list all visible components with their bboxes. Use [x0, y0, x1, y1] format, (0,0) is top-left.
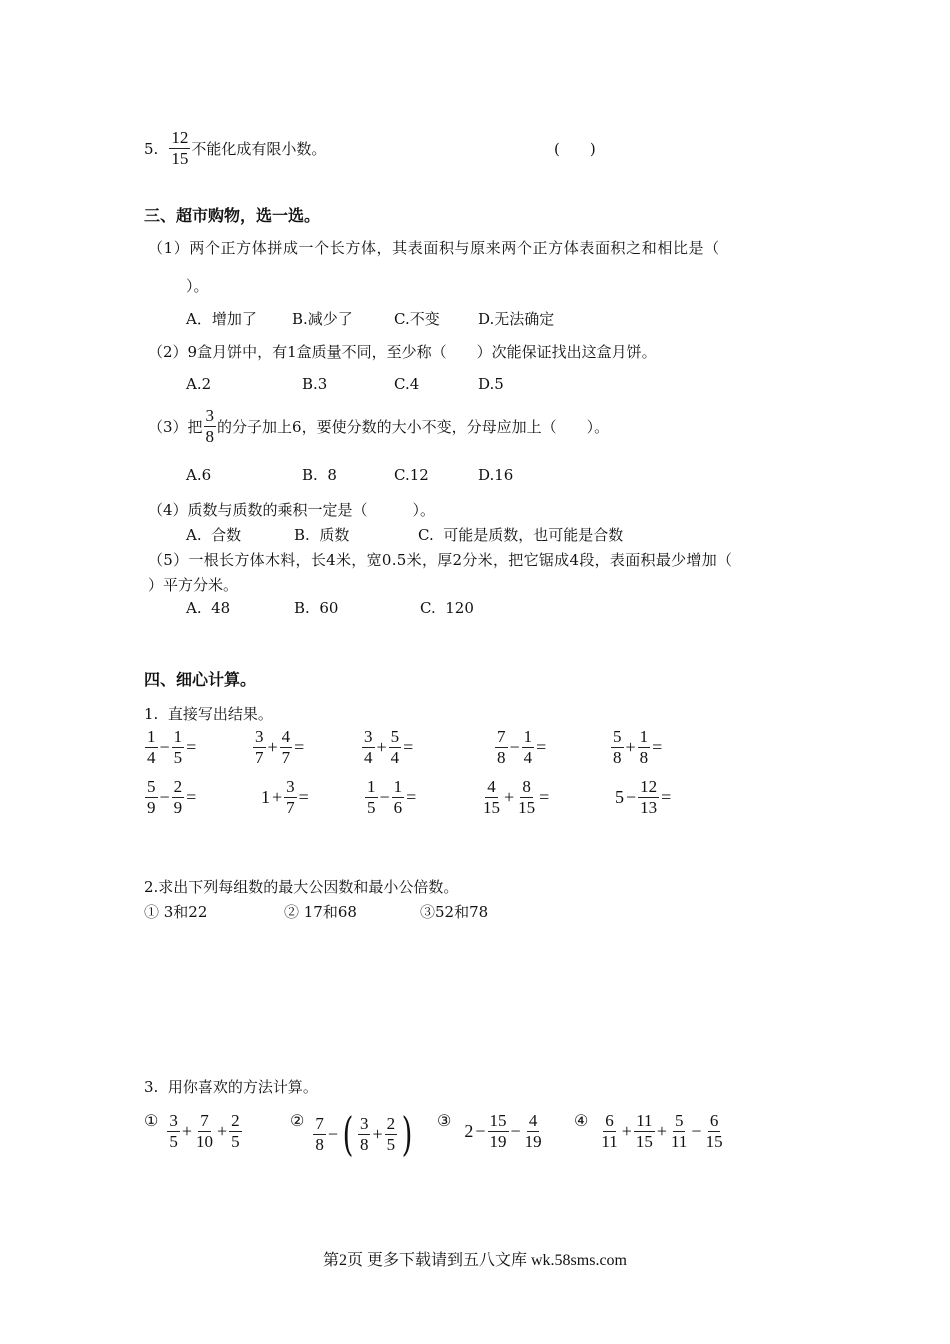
- q5-text: 不能化成有限小数。: [191, 140, 327, 158]
- denominator: 6: [393, 798, 403, 817]
- numerator: 1: [173, 727, 183, 746]
- operator: +: [625, 737, 636, 757]
- equals: =: [539, 787, 550, 807]
- equals: =: [403, 737, 414, 757]
- numerator: 4: [281, 727, 291, 746]
- fraction: [385, 1114, 398, 1155]
- denominator: 8: [315, 1134, 324, 1154]
- fraction: [638, 777, 659, 818]
- option-d[interactable]: D.16: [478, 466, 514, 484]
- fraction: [634, 1111, 655, 1152]
- fraction: [194, 1111, 215, 1152]
- denominator: 8: [497, 748, 506, 767]
- denominator: 8: [613, 748, 622, 767]
- denominator: 7: [281, 748, 291, 767]
- numerator: 1: [393, 777, 403, 796]
- operator: +: [621, 1121, 632, 1141]
- s3-q4-text: （4）质数与质数的乘积一定是（ ）。: [148, 501, 436, 519]
- operator: −: [626, 787, 637, 807]
- p2-items: [144, 901, 488, 922]
- p1-title: 1. 直接写出结果。: [144, 705, 273, 723]
- equals: =: [652, 737, 663, 757]
- s3-q5-options: [186, 599, 474, 617]
- fraction: [229, 1111, 242, 1152]
- denominator: 8: [205, 427, 215, 446]
- fraction: [313, 1114, 326, 1155]
- denominator: 9: [173, 798, 183, 817]
- denominator: 4: [523, 748, 533, 767]
- fraction: [495, 727, 508, 768]
- fraction: [599, 1111, 619, 1152]
- option-a[interactable]: A.6: [186, 466, 212, 484]
- fraction: [389, 727, 402, 768]
- numerator: 3: [286, 777, 295, 796]
- numerator: 1: [523, 727, 533, 746]
- calc-item: [260, 777, 310, 818]
- whole-number: 1: [261, 787, 270, 807]
- equals: =: [186, 737, 197, 757]
- fraction: [145, 777, 158, 818]
- s3-q3-line: [148, 406, 609, 447]
- fraction: [253, 727, 266, 768]
- operator: +: [181, 1121, 192, 1141]
- denominator: 7: [286, 798, 295, 817]
- circle-label: ④: [574, 1111, 589, 1130]
- numerator: 1: [147, 727, 156, 746]
- option-c[interactable]: C.4: [394, 375, 420, 393]
- p2-item: ② 17和68: [284, 903, 357, 921]
- circle-label: ①: [144, 1111, 159, 1130]
- denominator: 15: [483, 798, 500, 817]
- q5-number: 5.: [144, 139, 159, 158]
- denominator: 10: [196, 1132, 213, 1151]
- s3-q4-options: [186, 524, 623, 545]
- equals: =: [661, 787, 672, 807]
- fraction: [358, 1114, 371, 1155]
- p2-item: ③52和78: [420, 903, 489, 921]
- numerator: 1: [639, 727, 649, 746]
- s3-q1-line2: ）。: [186, 277, 209, 295]
- denominator: 8: [639, 748, 649, 767]
- option-b[interactable]: B. 质数: [294, 526, 350, 544]
- fraction: [669, 1111, 689, 1152]
- operator: +: [376, 737, 387, 757]
- section4-title: 四、细心计算。: [144, 670, 257, 689]
- option-d[interactable]: D.无法确定: [478, 310, 555, 328]
- s3-q2-options: [186, 375, 504, 393]
- left-paren: (: [342, 1107, 354, 1161]
- operator: −: [159, 737, 170, 757]
- numerator: 5: [147, 777, 156, 796]
- calc-item: [361, 727, 414, 768]
- option-c[interactable]: C.12: [394, 466, 429, 484]
- operator: −: [327, 1123, 338, 1144]
- numerator: 6: [605, 1111, 614, 1130]
- denominator: 4: [364, 748, 373, 767]
- equals: =: [536, 737, 547, 757]
- operator: +: [372, 1123, 383, 1144]
- calc-item: [252, 727, 305, 768]
- s3-q3-fraction: [204, 406, 217, 447]
- q5-answer-blank[interactable]: ( ): [554, 140, 596, 158]
- equals: =: [406, 787, 417, 807]
- option-c[interactable]: C. 120: [420, 599, 474, 617]
- denominator: 4: [147, 748, 156, 767]
- fraction: [284, 777, 297, 818]
- denominator: 9: [147, 798, 156, 817]
- calc-item: [364, 777, 417, 818]
- p3-expression-4: [574, 1111, 726, 1152]
- denominator: 5: [231, 1132, 240, 1151]
- numerator: 2: [386, 1113, 396, 1133]
- fraction: [172, 777, 185, 818]
- fraction: [172, 727, 185, 768]
- denominator: 5: [386, 1134, 396, 1154]
- option-a[interactable]: A. 48: [186, 599, 231, 617]
- equals: =: [294, 737, 305, 757]
- q5-fraction: [169, 128, 190, 169]
- numerator: 8: [522, 777, 531, 796]
- fraction: [280, 727, 293, 768]
- numerator: 15: [489, 1111, 507, 1130]
- operator: −: [510, 1121, 521, 1141]
- s3-q1-options: [186, 308, 554, 329]
- calc-item: [480, 777, 550, 818]
- denominator: 5: [173, 748, 183, 767]
- denominator: 11: [671, 1132, 688, 1151]
- whole-number: 2: [464, 1121, 474, 1141]
- p2-title: 2.求出下列每组数的最大公因数和最小公倍数。: [144, 878, 459, 896]
- operator: +: [504, 787, 515, 807]
- calc-item: [614, 777, 672, 818]
- denominator: 5: [367, 798, 376, 817]
- numerator: 1: [367, 777, 376, 796]
- s3-q1-line1: （1）两个正方体拼成一个长方体，其表面积与原来两个正方体表面积之和相比是（: [148, 239, 720, 257]
- numerator: 12: [171, 128, 189, 147]
- numerator: 3: [255, 727, 264, 746]
- numerator: 3: [205, 406, 215, 425]
- denominator: 19: [524, 1132, 542, 1151]
- s3-q3-post: 的分子加上6，要使分数的大小不变，分母应加上（ ）。: [217, 418, 610, 436]
- numerator: 6: [709, 1111, 719, 1130]
- p3-title: 3. 用你喜欢的方法计算。: [144, 1078, 318, 1096]
- calc-item: [144, 727, 197, 768]
- numerator: 2: [231, 1111, 240, 1130]
- section3-title: 三、超市购物，选一选。: [144, 206, 321, 225]
- denominator: 15: [635, 1132, 653, 1151]
- numerator: 11: [636, 1111, 653, 1130]
- numerator: 3: [169, 1111, 178, 1130]
- right-paren: ): [401, 1107, 413, 1161]
- numerator: 12: [640, 777, 658, 796]
- option-b[interactable]: B.减少了: [292, 310, 353, 328]
- equals: =: [186, 787, 197, 807]
- s3-q2-text: （2）9盒月饼中，有1盒质量不同，至少称（ ）次能保证找出这盒月饼。: [148, 343, 657, 361]
- calc-item: [144, 777, 197, 818]
- s3-q3-pre: （3）把: [148, 418, 203, 436]
- operator: +: [217, 1121, 228, 1141]
- numerator: 3: [359, 1113, 369, 1133]
- numerator: 7: [315, 1113, 324, 1133]
- fraction: [522, 727, 535, 768]
- denominator: 8: [359, 1134, 369, 1154]
- denominator: 13: [640, 798, 658, 817]
- fraction: [523, 1111, 544, 1152]
- p3-expression-1: [144, 1111, 243, 1152]
- numerator: 7: [200, 1111, 209, 1130]
- calc-item: [610, 727, 663, 768]
- numerator: 5: [613, 727, 622, 746]
- fraction: [488, 1111, 509, 1152]
- fraction: [145, 727, 158, 768]
- equals: =: [298, 787, 309, 807]
- fraction: [365, 777, 378, 818]
- fraction: [167, 1111, 180, 1152]
- option-b[interactable]: B. 8: [302, 466, 337, 484]
- option-a[interactable]: A.2: [186, 375, 212, 393]
- whole-number: 5: [615, 787, 624, 807]
- operator: −: [475, 1121, 486, 1141]
- numerator: 4: [487, 777, 496, 796]
- operator: −: [691, 1121, 702, 1141]
- s3-q5-line2: ）平方分米。: [148, 576, 239, 594]
- s3-q5-line1: （5）一根长方体木料，长4米，宽0.5米，厚2分米，把它锯成4段，表面积最少增加（: [148, 551, 733, 569]
- numerator: 2: [173, 777, 183, 796]
- operator: +: [267, 737, 278, 757]
- denominator: 5: [169, 1132, 178, 1151]
- p3-expression-3: [437, 1111, 545, 1152]
- numerator: 5: [390, 727, 400, 746]
- fraction: [392, 777, 405, 818]
- operator: −: [159, 787, 170, 807]
- option-b[interactable]: B.3: [302, 375, 328, 393]
- operator: −: [509, 737, 520, 757]
- denominator: 11: [601, 1132, 618, 1151]
- denominator: 15: [171, 149, 189, 168]
- fraction: [481, 777, 502, 818]
- fraction: [362, 727, 375, 768]
- calc-item: [494, 727, 547, 768]
- numerator: 5: [674, 1111, 684, 1130]
- denominator: 4: [390, 748, 400, 767]
- p2-item: ① 3和22: [144, 903, 208, 921]
- option-c[interactable]: C.不变: [394, 310, 440, 328]
- operator: −: [379, 787, 390, 807]
- denominator: 15: [518, 798, 536, 817]
- numerator: 3: [364, 727, 373, 746]
- circle-label: ②: [290, 1111, 305, 1130]
- fraction: [638, 727, 651, 768]
- option-c[interactable]: C. 可能是质数，也可能是合数: [418, 526, 624, 544]
- numerator: 7: [497, 727, 506, 746]
- page-footer: 第2页 更多下载请到五八文库 wk.58sms.com: [322, 1252, 627, 1269]
- s3-q3-options: [186, 466, 513, 484]
- p3-expression-2: [290, 1107, 416, 1161]
- denominator: 15: [705, 1132, 723, 1151]
- operator: +: [272, 787, 283, 807]
- numerator: 4: [528, 1111, 538, 1130]
- denominator: 19: [489, 1132, 507, 1151]
- fraction: [704, 1111, 725, 1152]
- option-b[interactable]: B. 60: [294, 599, 339, 617]
- q5-line: [144, 128, 326, 169]
- fraction: [611, 727, 624, 768]
- circle-label: ③: [437, 1111, 452, 1130]
- option-a[interactable]: A．增加了: [186, 310, 257, 328]
- operator: +: [656, 1121, 668, 1141]
- option-d[interactable]: D.5: [478, 375, 504, 393]
- option-a[interactable]: A. 合数: [186, 526, 242, 544]
- fraction: [516, 777, 537, 818]
- denominator: 7: [255, 748, 264, 767]
